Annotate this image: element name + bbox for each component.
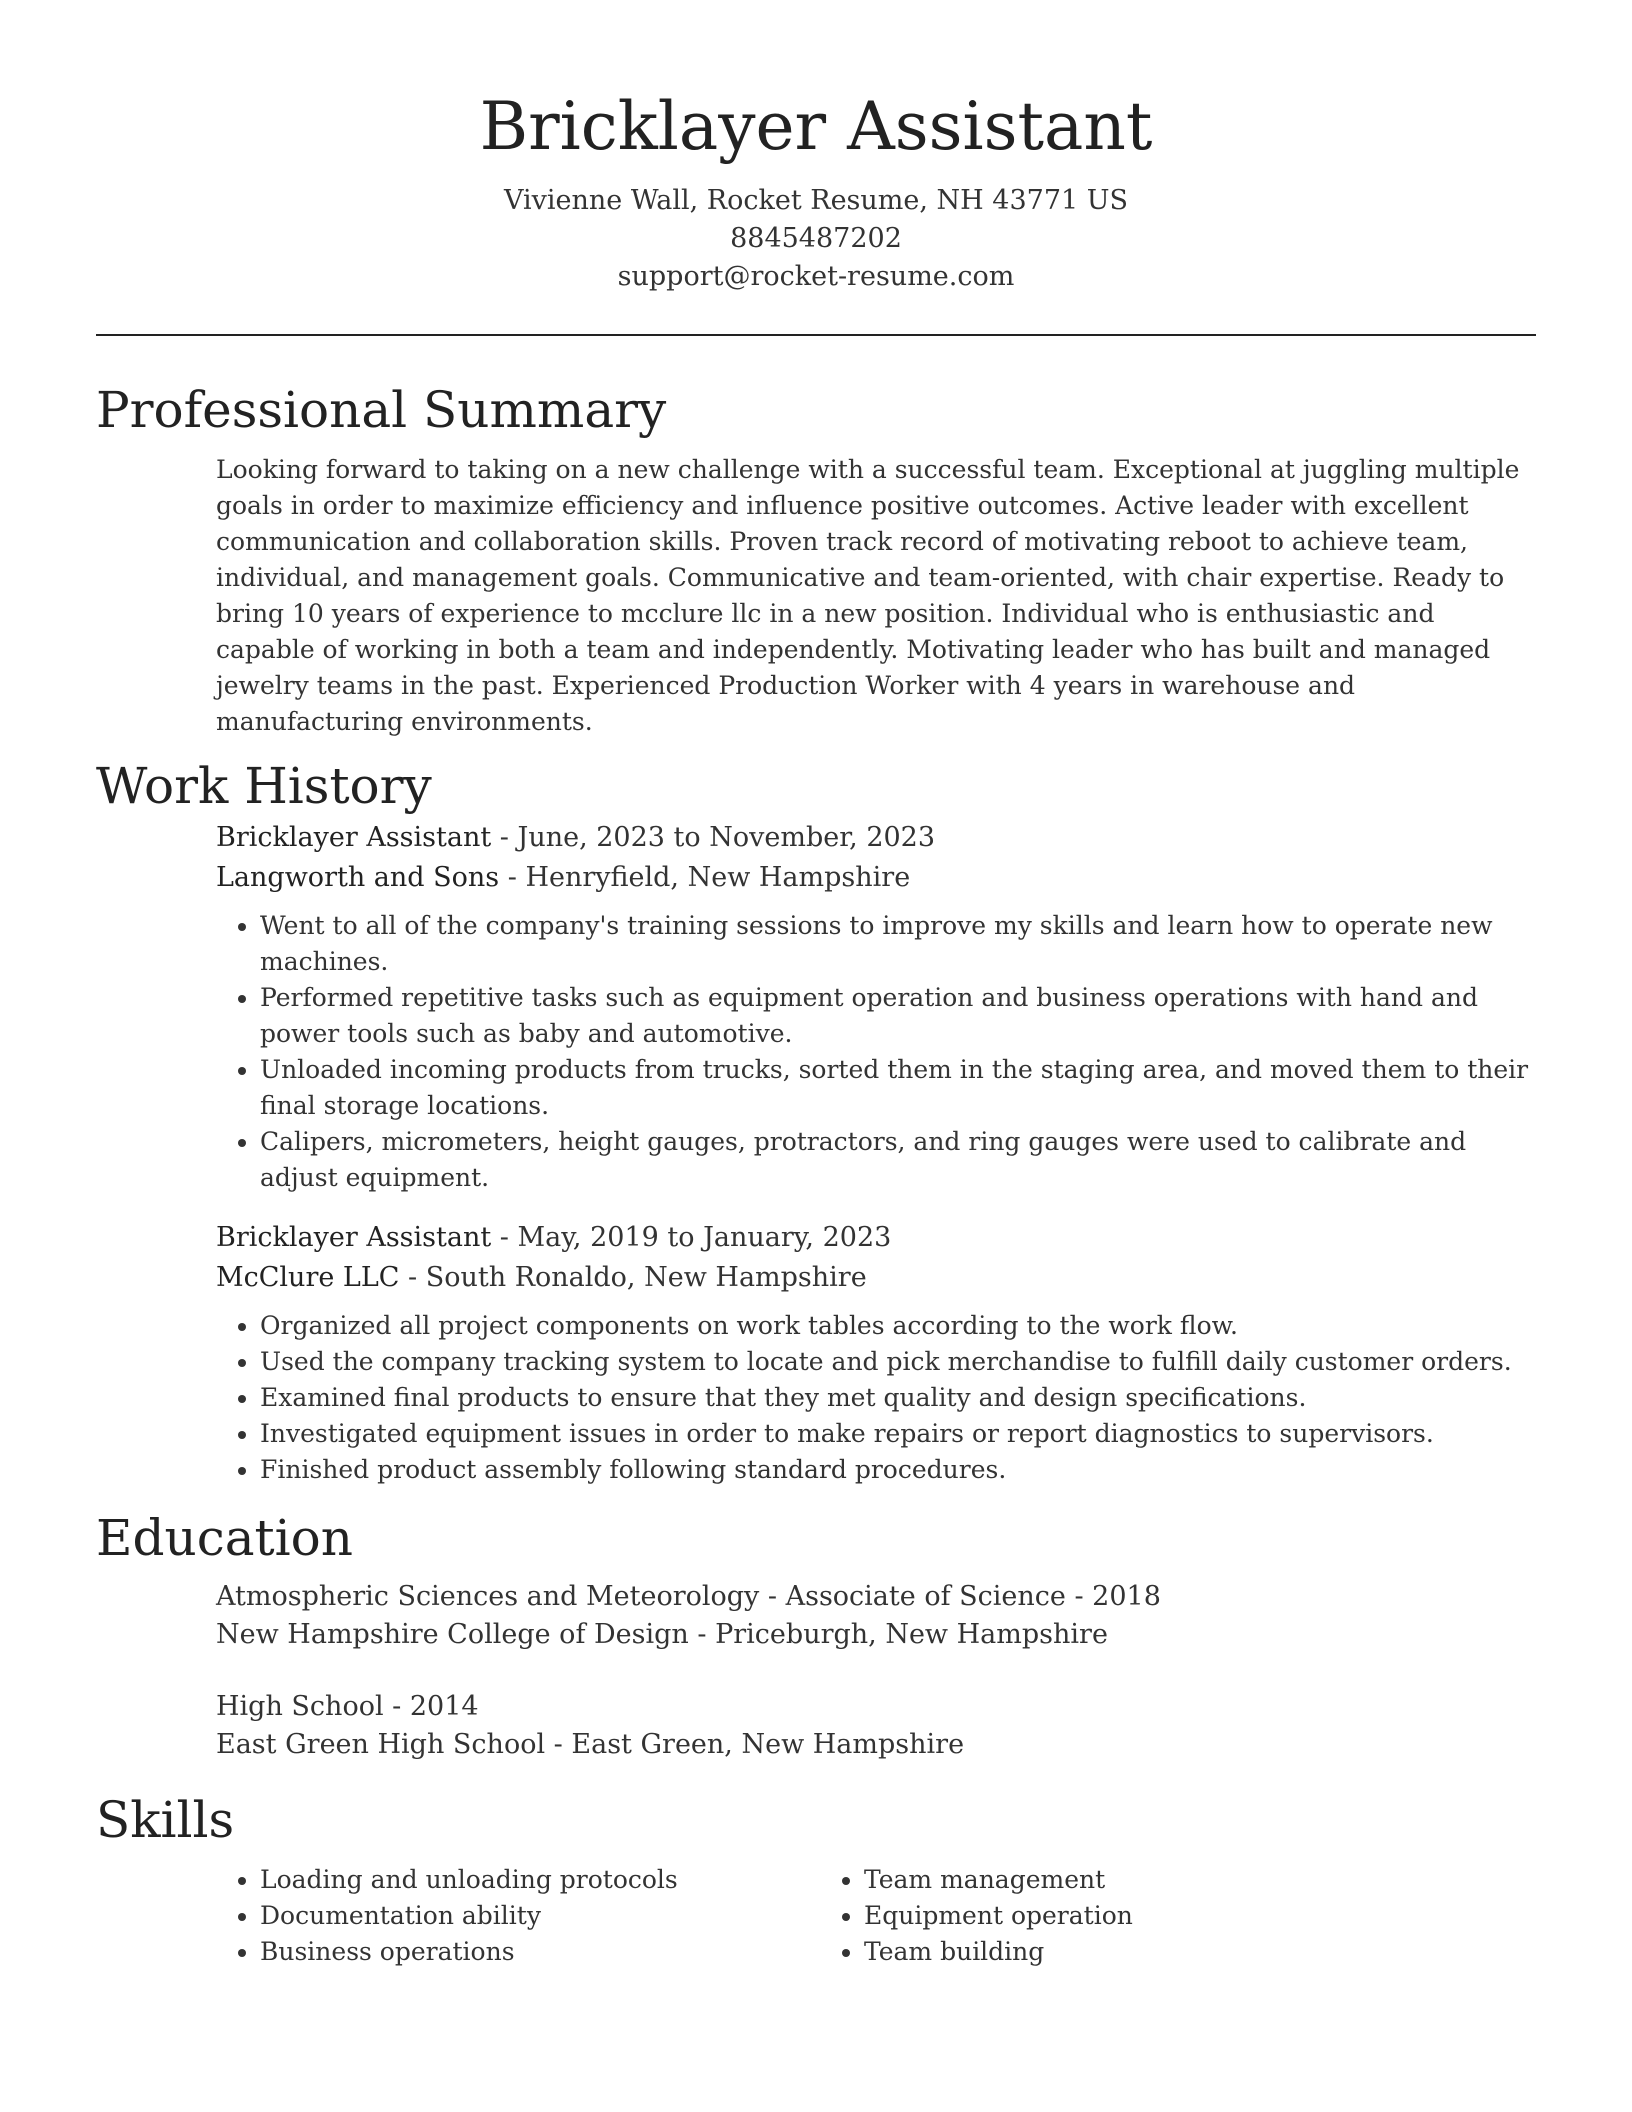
education-school: New Hampshire College of Design [216, 1619, 689, 1650]
skills-section [96, 1788, 1536, 1970]
job-dates: - June, 2023 to November, 2023 [491, 822, 936, 853]
education-school-line [216, 1726, 1536, 1764]
skill-item: • Team management [864, 1862, 1424, 1898]
skills-list-right [820, 1862, 1424, 1970]
summary-heading: Professional Summary [96, 381, 667, 439]
skills-heading: Skills [96, 1791, 235, 1849]
job-bullet: • Unloaded incoming products from trucks, sorted them in the staging area, and moved them to their final storage locations. [260, 1052, 1536, 1124]
contact-email: support@rocket-resume.com [617, 261, 1015, 292]
job-title-line [216, 818, 1536, 858]
job-company-line [216, 1258, 1536, 1298]
education-location: - East Green, New Hampshire [545, 1729, 965, 1760]
skill-item: • Business operations [260, 1934, 820, 1970]
job-bullet: • Calipers, micrometers, height gauges, protractors, and ring gauges were used to calibrate and adjust equipment. [260, 1124, 1536, 1196]
job-company-line [216, 858, 1536, 898]
job-bullets [216, 908, 1536, 1196]
job-title-line [216, 1218, 1536, 1258]
job-location: - South Ronaldo, New Hampshire [399, 1262, 867, 1293]
contact-address: Vivienne Wall, Rocket Resume, NH 43771 US [503, 185, 1129, 216]
resume-title: Bricklayer Assistant [479, 88, 1153, 165]
job-entry [216, 818, 1536, 1196]
skill-item: • Documentation ability [260, 1898, 820, 1934]
job-bullet: • Used the company tracking system to locate and pick merchandise to fulfill daily customer orders. [260, 1344, 1536, 1380]
job-bullet: • Performed repetitive tasks such as equipment operation and business operations with hand and power tools such as baby and automotive. [260, 980, 1536, 1052]
job-bullet: • Organized all project components on work tables according to the work flow. [260, 1308, 1536, 1344]
skill-item: • Loading and unloading protocols [260, 1862, 820, 1898]
work-history-section [96, 754, 1536, 1488]
education-entry [216, 1578, 1536, 1654]
header-divider [96, 334, 1536, 336]
education-entry [216, 1688, 1536, 1764]
summary-section [96, 378, 1536, 740]
job-title: Bricklayer Assistant [216, 822, 492, 853]
job-bullet: • Investigated equipment issues in order to make repairs or report diagnostics to supervisors. [260, 1416, 1536, 1452]
work-history-heading: Work History [96, 757, 432, 815]
education-heading: Education [96, 1509, 353, 1567]
job-bullets [216, 1308, 1536, 1488]
contact-block [96, 182, 1536, 296]
job-location: - Henryfield, New Hampshire [499, 862, 911, 893]
skill-item: • Equipment operation [864, 1898, 1424, 1934]
job-dates: - May, 2019 to January, 2023 [491, 1222, 892, 1253]
education-location: - Priceburgh, New Hampshire [688, 1619, 1108, 1650]
job-title: Bricklayer Assistant [216, 1222, 492, 1253]
resume-header [96, 0, 1536, 296]
job-bullet: • Finished product assembly following standard procedures. [260, 1452, 1536, 1488]
job-bullet: • Went to all of the company's training sessions to improve my skills and learn how to operate new machines. [260, 908, 1536, 980]
summary-text: Looking forward to taking on a new challenge with a successful team. Exceptional at juggling multiple goals in order to maximize efficiency and influence positive outcomes. Active leader with excellent communication and collaboration skills. Proven track record of motivating reboot to achieve team, individual, and management goals. Communicative and team-oriented, with chair expertise. Ready to bring 10 years of experience to mcclure llc in a new position. Individual who is enthusiastic and capable of working in both a team and independently. Motivating leader who has built and managed jewelry teams in the past. Experienced Production Worker with 4 years in warehouse and manufacturing environments. [216, 455, 1520, 736]
education-body [216, 1578, 1536, 1764]
work-history-body [216, 818, 1536, 1488]
education-degree: Atmospheric Sciences and Meteorology - Associate of Science - 2018 [216, 1581, 1161, 1612]
job-entry [216, 1218, 1536, 1488]
contact-phone: 8845487202 [730, 223, 902, 254]
education-school-line [216, 1616, 1536, 1654]
job-bullet: • Examined final products to ensure that they met quality and design specifications. [260, 1380, 1536, 1416]
job-company: McClure LLC [216, 1262, 400, 1293]
education-section [96, 1506, 1536, 1764]
education-school: East Green High School [216, 1729, 546, 1760]
skills-columns [216, 1862, 1536, 1970]
skills-list-left [216, 1862, 820, 1970]
job-company: Langworth and Sons [216, 862, 500, 893]
skill-item: • Team building [864, 1934, 1424, 1970]
education-degree: High School - 2014 [216, 1691, 479, 1722]
